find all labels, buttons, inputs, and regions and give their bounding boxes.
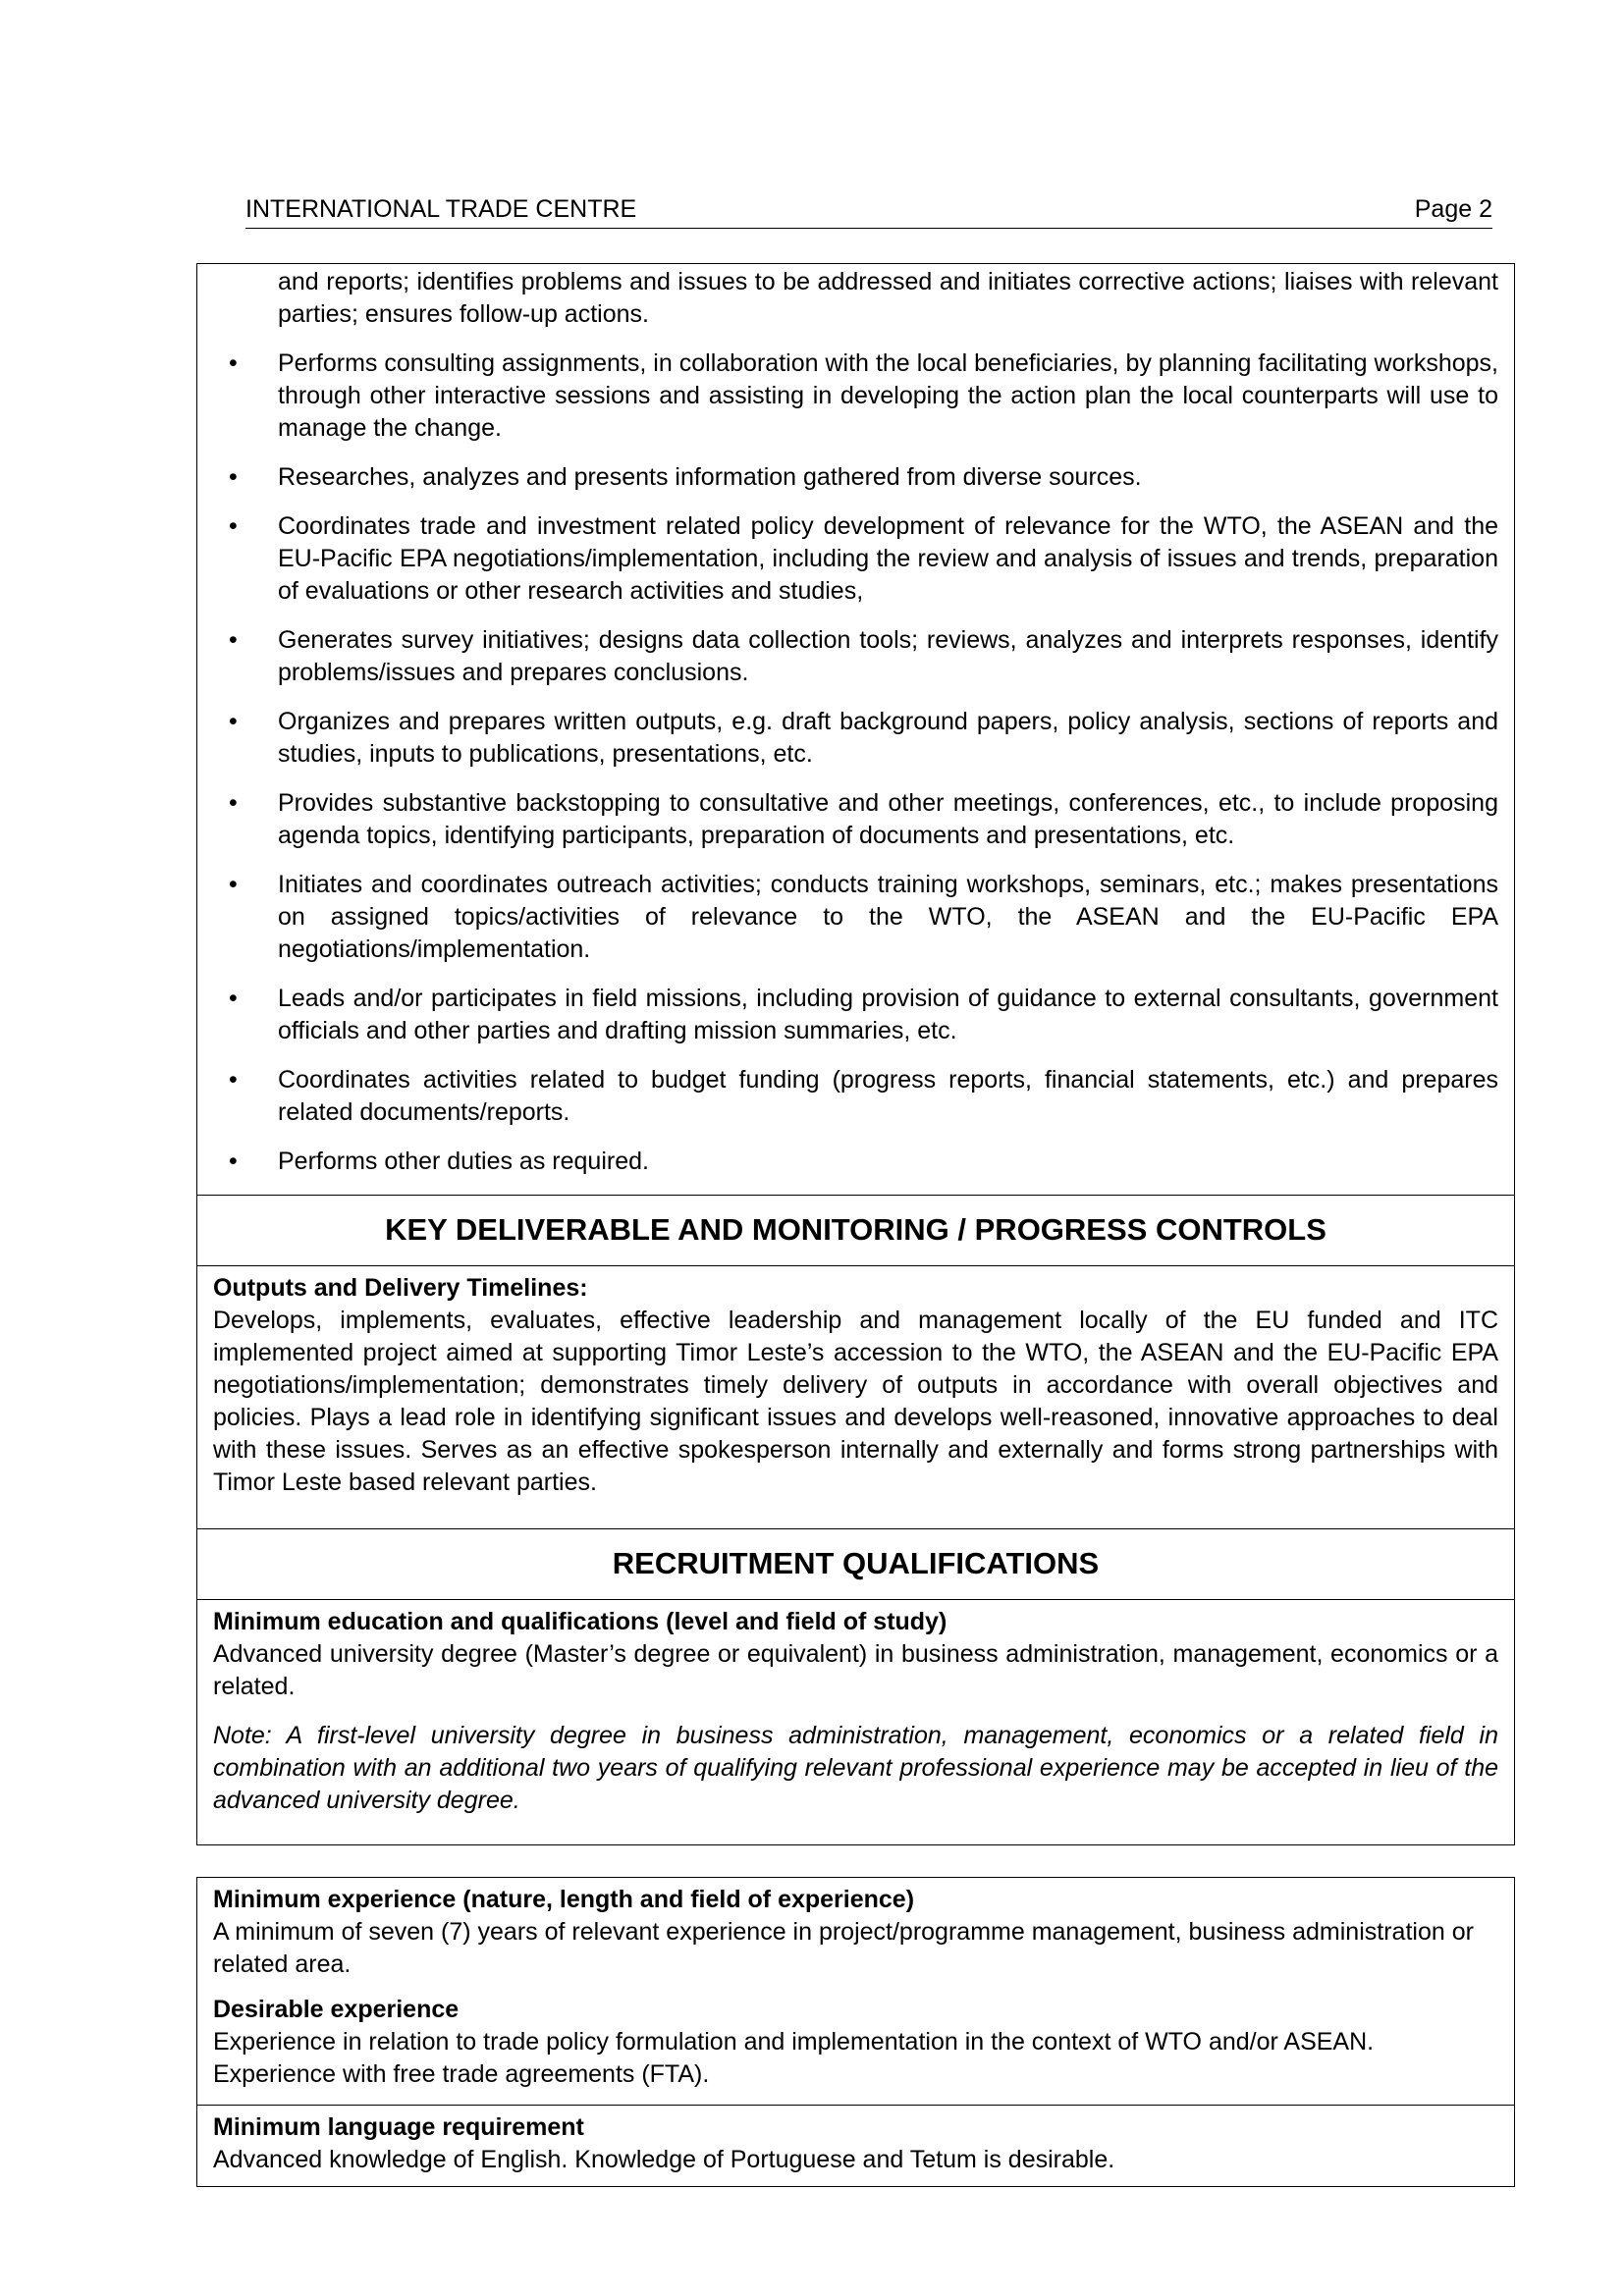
language-label: Minimum language requirement bbox=[213, 2113, 584, 2141]
duty-item: • Organizes and prepares written outputs, e.g. draft background papers, policy analysis, sections of reports and studies, inputs to publications, presentations, etc. bbox=[213, 706, 1498, 771]
duty-item: • Performs consulting assignments, in collaboration with the local beneficiaries, by planning facilitating workshops, through other interactive sessions and assisting in developing the action plan the local counterparts will use to manage the change. bbox=[213, 347, 1498, 445]
education-text: Advanced university degree (Master’s degree or equivalent) in business administration, management, economics or a related. bbox=[213, 1640, 1498, 1700]
duties-section bbox=[197, 264, 1514, 1195]
duty-item: • Initiates and coordinates outreach activities; conducts training workshops, seminars, etc.; makes presentations on assigned topics/activities of relevance to the WTO, the ASEAN and the EU-Pacific EPA negotiations/implementation. bbox=[213, 869, 1498, 966]
duty-item: • Generates survey initiatives; designs data collection tools; reviews, analyzes and interprets responses, identify problems/issues and prepares conclusions. bbox=[213, 624, 1498, 689]
experience-table bbox=[196, 1877, 1515, 2187]
language-section bbox=[197, 2105, 1514, 2186]
page-number: 2 bbox=[1479, 195, 1492, 223]
education-section bbox=[197, 1599, 1514, 1827]
outputs-text: Develops, implements, evaluates, effective leadership and management locally of the EU funded and ITC implemented project aimed at supporting Timor Leste’s accession to the WTO, the ASEAN and the EU-Pacific EPA negotiations/implementation; demonstrates timely delivery of outputs in accordance with overall objectives and policies. Plays a lead role in identifying significant issues and develops well-reasoned, innovative approaches to deal with these issues. Serves as an effective spokesperson internally and externally and forms strong partnerships with Timor Leste based relevant parties. bbox=[213, 1307, 1498, 1496]
duty-item: • Performs other duties as required. bbox=[213, 1146, 1498, 1178]
page-label: Page bbox=[1414, 195, 1473, 223]
page-header bbox=[245, 192, 1492, 229]
duty-item: • Coordinates activities related to budget funding (progress reports, financial statements, etc.) and prepares related documents/reports. bbox=[213, 1064, 1498, 1129]
outputs-section bbox=[197, 1265, 1514, 1528]
min-experience-text: A minimum of seven (7) years of relevant experience in project/programme management, business administration or related area. bbox=[213, 1918, 1474, 1978]
duty-item: • Leads and/or participates in field missions, including provision of guidance to external consultants, government officials and other parties and drafting mission summaries, etc. bbox=[213, 983, 1498, 1047]
desirable-experience-label: Desirable experience bbox=[213, 1996, 460, 2023]
language-text: Advanced knowledge of English. Knowledge of Portuguese and Tetum is desirable. bbox=[213, 2146, 1115, 2173]
education-label: Minimum education and qualifications (level and field of study) bbox=[213, 1608, 947, 1635]
key-deliverable-heading: KEY DELIVERABLE AND MONITORING / PROGRESS CONTROLS bbox=[197, 1195, 1514, 1265]
education-note: Note: A first-level university degree in business administration, management, economics or a related field in combination with an additional two years of qualifying relevant professional experience may be accepted in lieu of the advanced university degree. bbox=[213, 1722, 1498, 1814]
outputs-label: Outputs and Delivery Timelines: bbox=[213, 1274, 588, 1302]
duty-item: • Provides substantive backstopping to consultative and other meetings, conferences, etc., to include proposing agenda topics, identifying participants, preparation of documents and presentations, etc. bbox=[213, 787, 1498, 852]
min-experience-label: Minimum experience (nature, length and field of experience) bbox=[213, 1886, 915, 1913]
duty-item: • Coordinates trade and investment related policy development of relevance for the WTO, the ASEAN and the EU-Pacific EPA negotiations/implementation, including the review and analysis of issues and trends, preparation of evaluations or other research activities and studies, bbox=[213, 510, 1498, 608]
page-indicator bbox=[1415, 192, 1492, 226]
experience-section bbox=[197, 1878, 1514, 2105]
duty-item: • Researches, analyzes and presents information gathered from diverse sources. bbox=[213, 461, 1498, 494]
organization-name: INTERNATIONAL TRADE CENTRE bbox=[245, 195, 637, 223]
job-description-table bbox=[196, 263, 1515, 1845]
recruitment-heading: RECRUITMENT QUALIFICATIONS bbox=[197, 1528, 1514, 1599]
desirable-experience-text: Experience in relation to trade policy formulation and implementation in the context of WTO and/or ASEAN. Experience with free trade agreements (FTA). bbox=[213, 2028, 1375, 2088]
duties-lead-in: and reports; identifies problems and issues to be addressed and initiates corrective actions; liaises with relevant parties; ensures follow-up actions. bbox=[278, 268, 1498, 328]
